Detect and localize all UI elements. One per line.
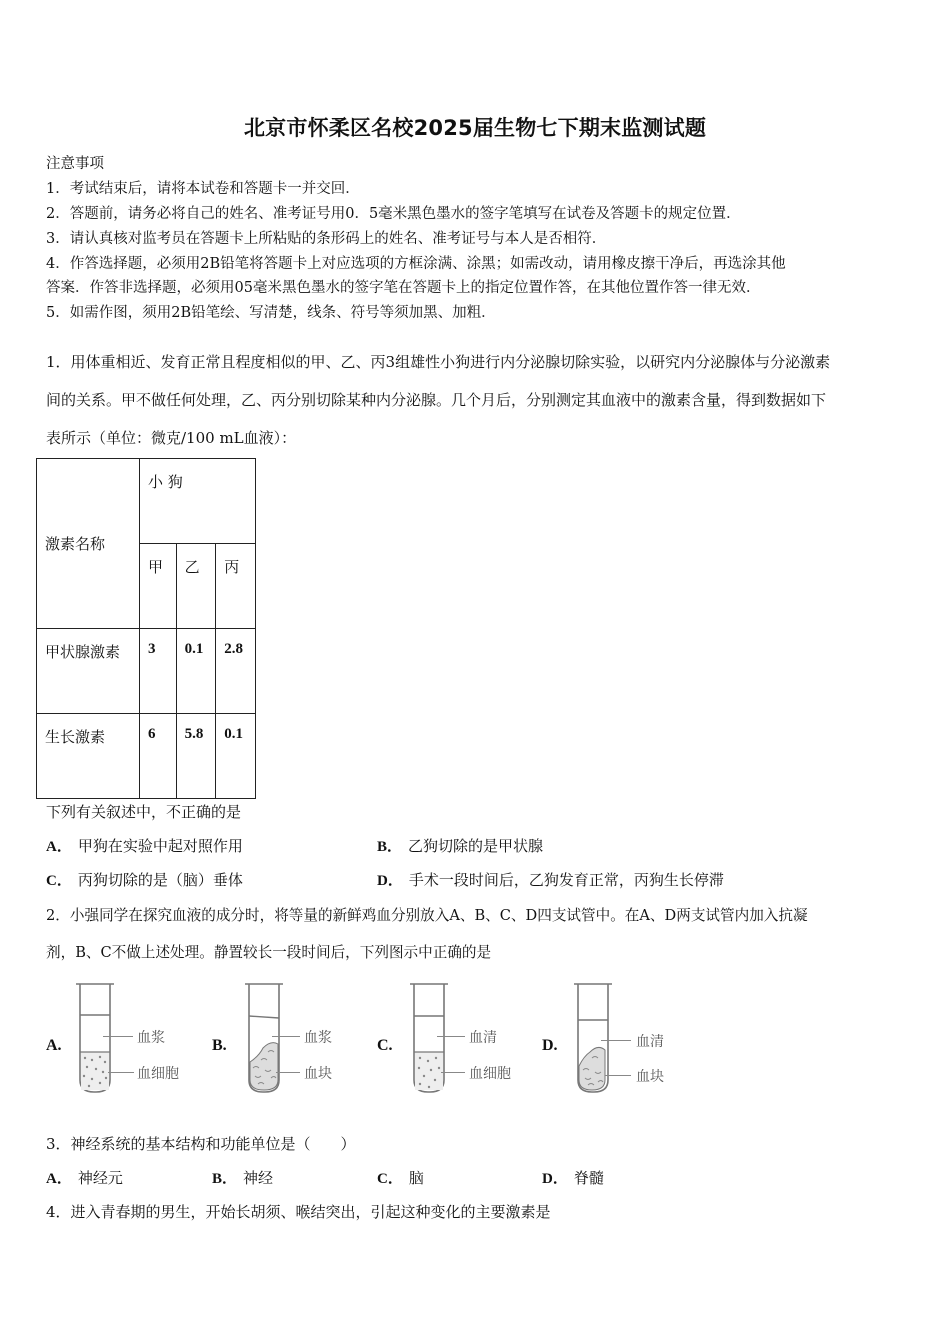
leader-line <box>272 1036 300 1037</box>
table-cell: 5.8 <box>184 726 204 742</box>
option-letter: B． <box>377 839 403 855</box>
leader-line <box>103 1036 133 1037</box>
q2-stem-line: 剂，B、C不做上述处理。静置较长一段时间后，下列图示中正确的是 <box>46 944 492 961</box>
column-header-label: 甲 <box>148 558 164 576</box>
tube-a-letter: A. <box>46 1037 62 1054</box>
q4-stem: 4．进入青春期的男生，开始长胡须、喉结突出，引起这种变化的主要激素是 <box>46 1203 551 1221</box>
leader-line <box>601 1040 631 1041</box>
note-item: 4．作答选择题，必须用2B铅笔将答题卡上对应选项的方框涂满、涂黑；如需改动，请用橡皮擦干净后，再选涂其他 <box>46 256 786 272</box>
table-cell: 0.1 <box>184 641 204 657</box>
group-header-label: 小 狗 <box>148 473 183 491</box>
q3-option-a <box>46 1167 123 1188</box>
group-header-cell <box>140 459 256 544</box>
note-item: 答案．作答非选择题，必须用05毫米黑色墨水的签字笔在答题卡上的指定位置作答，在其他位置作答一律无效． <box>46 280 761 296</box>
tube-b-letter: B. <box>212 1037 227 1054</box>
q1-option-d <box>377 869 724 890</box>
note-item: 1．考试结束后，请将本试卷和答题卡一并交回． <box>46 181 360 197</box>
row-header-cell <box>37 459 140 629</box>
row-header-label: 激素名称 <box>45 535 106 553</box>
tube-c-lower-label: 血细胞 <box>469 1066 511 1082</box>
option-text: 手术一段时间后，乙狗发育正常，丙狗生长停滞 <box>408 871 724 889</box>
table-row <box>37 629 256 714</box>
table-cell: 6 <box>148 726 156 742</box>
q1-stem-line: 间的关系。甲不做任何处理，乙、丙分别切除某种内分泌腺。几个月后，分别测定其血液中的激素含量，得到数据如下 <box>46 391 827 409</box>
row-name: 甲状腺激素 <box>45 643 121 661</box>
hormone-table <box>36 458 256 799</box>
test-tube-a-icon <box>72 980 132 1100</box>
q1-option-a <box>46 835 243 856</box>
column-header <box>216 544 256 629</box>
q3-stem: 3．神经系统的基本结构和功能单位是（ ） <box>46 1135 356 1153</box>
option-text: 乙狗切除的是甲状腺 <box>408 837 544 855</box>
tube-d-lower-label: 血块 <box>636 1069 664 1085</box>
option-text: 甲狗在实验中起对照作用 <box>77 837 243 855</box>
option-text: 神经 <box>243 1169 274 1187</box>
q1-stem-line: 表所示（单位：微克/100 mL血液）： <box>46 429 297 447</box>
tube-a-lower-label: 血细胞 <box>137 1066 179 1082</box>
option-letter: C． <box>377 1171 403 1187</box>
note-item: 2．答题前，请务必将自己的姓名、准考证号用0．5毫米黑色墨水的签字笔填写在试卷及答题卡的规定位置． <box>46 206 741 222</box>
tube-c-letter: C. <box>377 1037 393 1054</box>
q1-stem-line: 1．用体重相近、发育正常且程度相似的甲、乙、丙3组雄性小狗进行内分泌腺切除实验，以研究内分泌腺体与分泌激素 <box>46 353 831 371</box>
leader-line <box>605 1075 631 1076</box>
q3-option-c <box>377 1167 424 1188</box>
option-letter: C． <box>46 873 72 889</box>
table-cell: 2.8 <box>224 641 244 657</box>
leader-line <box>276 1072 300 1073</box>
q1-prompt: 下列有关叙述中，不正确的是 <box>46 803 242 821</box>
tube-a-upper-label: 血浆 <box>137 1030 165 1046</box>
test-tube-c-icon <box>406 980 466 1100</box>
column-header-label: 乙 <box>184 558 200 576</box>
option-letter: A． <box>46 1171 72 1187</box>
option-text: 脑 <box>408 1169 424 1187</box>
tube-d-letter: D. <box>542 1037 558 1054</box>
column-header <box>140 544 177 629</box>
tube-b-lower-label: 血块 <box>304 1066 332 1082</box>
option-letter: D． <box>542 1171 568 1187</box>
q1-option-b <box>377 835 543 856</box>
option-letter: A． <box>46 839 72 855</box>
option-text: 脊髓 <box>573 1169 604 1187</box>
table-row <box>37 714 256 799</box>
leader-line <box>108 1072 134 1073</box>
option-letter: D． <box>377 873 403 889</box>
table-cell: 3 <box>148 641 156 657</box>
column-header-label: 丙 <box>224 558 240 576</box>
option-letter: B． <box>212 1171 238 1187</box>
note-item: 5．如需作图，须用2B铅笔绘、写清楚，线条、符号等须加黑、加粗． <box>46 305 496 321</box>
tube-c-upper-label: 血清 <box>469 1030 497 1046</box>
tube-b-upper-label: 血浆 <box>304 1030 332 1046</box>
test-tube-b-icon <box>241 980 301 1100</box>
row-name: 生长激素 <box>45 728 106 746</box>
column-header <box>176 544 216 629</box>
option-text: 丙狗切除的是（脑）垂体 <box>77 871 243 889</box>
leader-line <box>441 1072 465 1073</box>
q3-option-d <box>542 1167 604 1188</box>
page-title: 北京市怀柔区名校2025届生物七下期末监测试题 <box>243 116 707 140</box>
tube-d-upper-label: 血清 <box>636 1034 664 1050</box>
leader-line <box>437 1036 465 1037</box>
table-cell: 0.1 <box>224 726 244 742</box>
notes-heading: 注意事项 <box>46 156 104 172</box>
q2-stem-line: 2．小强同学在探究血液的成分时，将等量的新鲜鸡血分别放入A、B、C、D四支试管中。在A、D两支试管内加入抗凝 <box>46 907 808 924</box>
option-text: 神经元 <box>77 1169 123 1187</box>
q1-option-c <box>46 869 243 890</box>
note-item: 3．请认真核对监考员在答题卡上所粘贴的条形码上的姓名、准考证号与本人是否相符． <box>46 231 607 247</box>
q3-option-b <box>212 1167 273 1188</box>
